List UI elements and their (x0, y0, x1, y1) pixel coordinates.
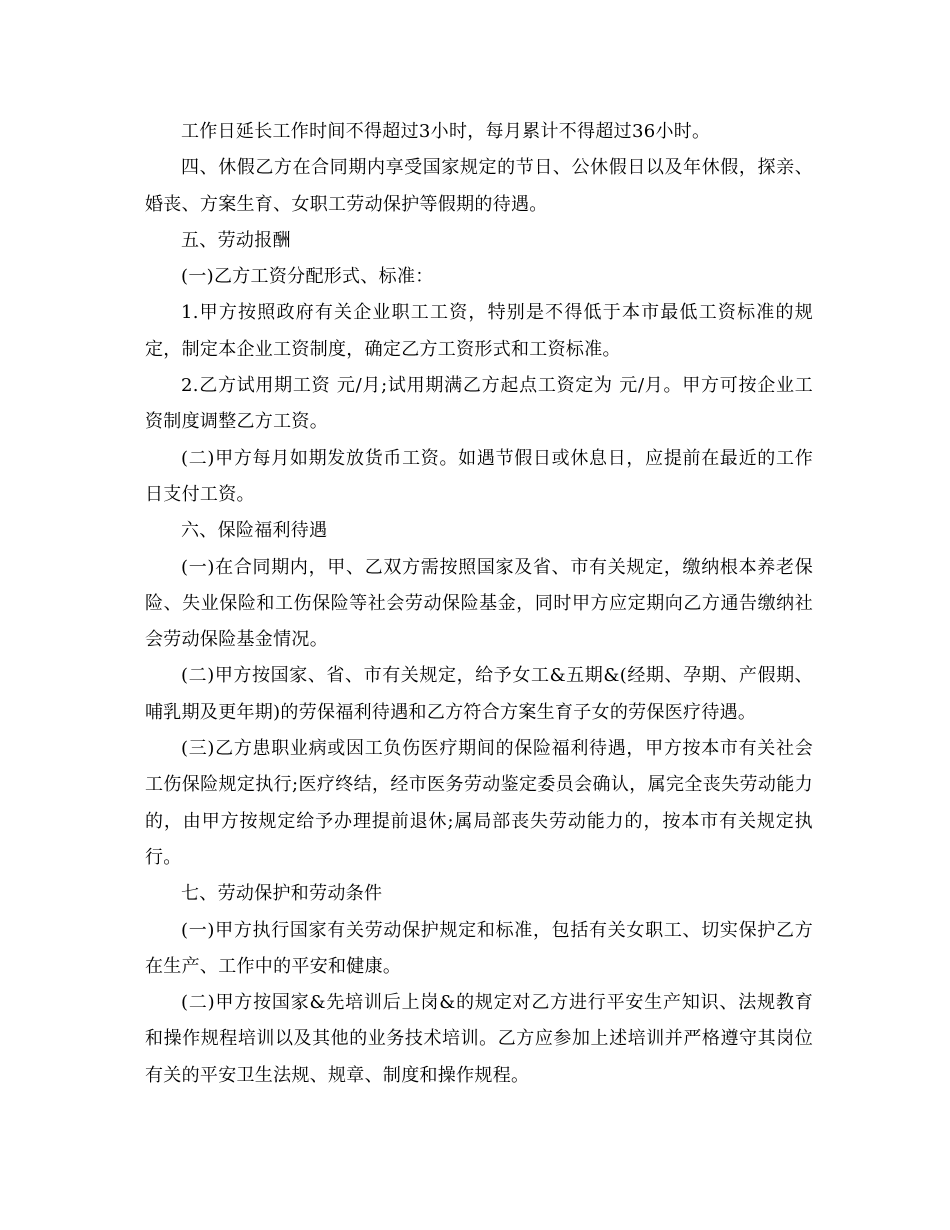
paragraph-wage-form: (一)乙方工资分配形式、标准： (181, 266, 434, 288)
heading-remuneration: 五、劳动报酬 (181, 229, 291, 251)
heading-labor-protection: 七、劳动保护和劳动条件 (181, 883, 383, 905)
paragraph-protection-standards: (一)甲方执行国家有关劳动保护规定和标准，包括有关女职工、切实保护乙方在生产、工作中的平安和健康。 (145, 919, 813, 977)
paragraph-wage-standard: 1.甲方按照政府有关企业职工工资，特别是不得低于本市最低工资标准的规定，制定本企业工资制度，确定乙方工资形式和工资标准。 (145, 302, 813, 360)
paragraph-safety-training: (二)甲方按国家&先培训后上岗&的规定对乙方进行平安生产知识、法规教育和操作规程培训以及其他的业务技术培训。乙方应参加上述培训并严格遵守其岗位有关的平安卫生法规、规章、制度和操作规程。 (145, 992, 813, 1086)
paragraph-female-worker-welfare: (二)甲方按国家、省、市有关规定，给予女工&五期&(经期、孕期、产假期、哺乳期及更年期)的劳保福利待遇和乙方符合方案生育子女的劳保医疗待遇。 (145, 665, 813, 723)
paragraph-wage-payment: (二)甲方每月如期发放货币工资。如遇节假日或休息日，应提前在最近的工作日支付工资。 (145, 447, 813, 505)
paragraph-social-insurance: (一)在合同期内，甲、乙双方需按照国家及省、市有关规定，缴纳根本养老保险、失业保险和工伤保险等社会劳动保险基金，同时甲方应定期向乙方通告缴纳社会劳动保险基金情况。 (145, 556, 813, 651)
paragraph-occupational-disease: (三)乙方患职业病或因工负伤医疗期间的保险福利待遇，甲方按本市有关社会工伤保险规定执行;医疗终结，经市医务劳动鉴定委员会确认，属完全丧失劳动能力的，由甲方按规定给予办理提前退休;属局部丧失劳动能力的，按本市有关规定执行。 (145, 738, 813, 868)
document-body (145, 114, 813, 1094)
paragraph-overtime-limit: 工作日延长工作时间不得超过3小时，每月累计不得超过36小时。 (181, 121, 711, 142)
paragraph-leave: 四、休假乙方在合同期内享受国家规定的节日、公休假日以及年休假，探亲、婚丧、方案生育、女职工劳动保护等假期的待遇。 (145, 157, 813, 215)
paragraph-probation-wage: 2.乙方试用期工资 元/月;试用期满乙方起点工资定为 元/月。甲方可按企业工资制度调整乙方工资。 (145, 375, 813, 433)
heading-insurance-welfare: 六、保险福利待遇 (181, 520, 328, 542)
